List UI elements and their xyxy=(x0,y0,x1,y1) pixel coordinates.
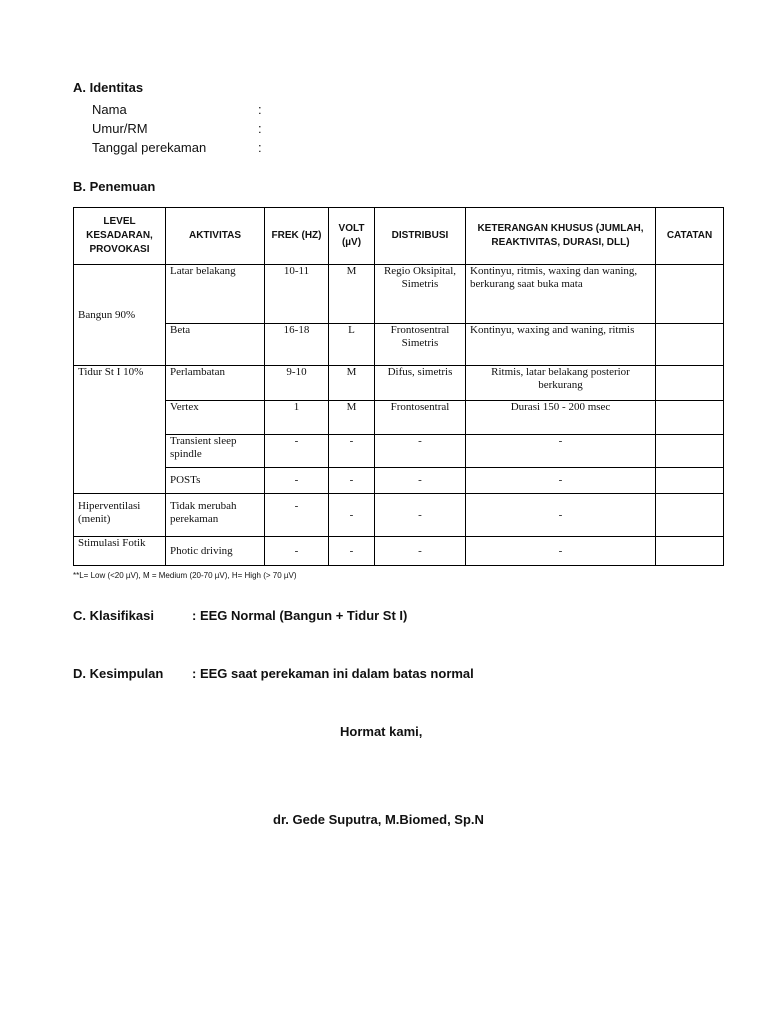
table-row xyxy=(74,265,724,324)
cell-catatan xyxy=(656,366,724,401)
section-b-heading: B. Penemuan xyxy=(73,179,156,194)
cell-catatan xyxy=(656,435,724,468)
cell-aktivitas: POSTs xyxy=(166,468,265,494)
cell-distribusi: - xyxy=(375,435,466,468)
table-header-row xyxy=(74,208,724,265)
cell-catatan xyxy=(656,401,724,435)
cell-distribusi: Frontosentral xyxy=(375,401,466,435)
signatory-name: dr. Gede Suputra, M.Biomed, Sp.N xyxy=(273,812,484,827)
cell-aktivitas: Latar belakang xyxy=(166,265,265,324)
cell-volt: M xyxy=(329,366,375,401)
cell-keterangan: - xyxy=(466,435,656,468)
table-row xyxy=(74,494,724,537)
cell-aktivitas: Perlambatan xyxy=(166,366,265,401)
cell-aktivitas: Photic driving xyxy=(166,537,265,566)
cell-frek: 16-18 xyxy=(265,324,329,366)
cell-keterangan: Kontinyu, waxing and waning, ritmis xyxy=(466,324,656,366)
table-row xyxy=(74,324,724,366)
cell-catatan xyxy=(656,537,724,566)
tanggal-perekaman-colon: : xyxy=(258,140,262,155)
group-hiperventilasi: Hiperventilasi (menit) xyxy=(74,494,166,537)
cell-volt: L xyxy=(329,324,375,366)
group-bangun: Bangun 90% xyxy=(74,265,166,366)
cell-volt: M xyxy=(329,265,375,324)
table-row xyxy=(74,468,724,494)
cell-frek: 1 xyxy=(265,401,329,435)
cell-volt: - xyxy=(329,468,375,494)
tanggal-perekaman-label: Tanggal perekaman xyxy=(92,140,207,155)
section-a-heading: A. Identitas xyxy=(73,80,144,95)
cell-frek: - xyxy=(265,494,329,537)
section-c-label: C. Klasifikasi xyxy=(73,608,154,623)
cell-keterangan: - xyxy=(466,494,656,537)
header-keterangan: KETERANGAN KHUSUS (JUMLAH, REAKTIVITAS, DURASI, DLL) xyxy=(466,208,656,265)
group-stimulasi: Stimulasi Fotik xyxy=(74,537,166,566)
cell-catatan xyxy=(656,324,724,366)
cell-frek: 10-11 xyxy=(265,265,329,324)
cell-distribusi: Frontosentral Simetris xyxy=(375,324,466,366)
cell-volt: M xyxy=(329,401,375,435)
header-frek: FREK (HZ) xyxy=(265,208,329,265)
cell-distribusi: Regio Oksipital, Simetris xyxy=(375,265,466,324)
closing-text: Hormat kami, xyxy=(340,724,423,739)
cell-catatan xyxy=(656,265,724,324)
cell-frek: - xyxy=(265,537,329,566)
table-footnote: **L= Low (<20 µV), M = Medium (20-70 µV), H= High (> 70 µV) xyxy=(73,571,297,580)
header-aktivitas: AKTIVITAS xyxy=(166,208,265,265)
header-catatan: CATATAN xyxy=(656,208,724,265)
cell-keterangan: Kontinyu, ritmis, waxing dan waning, berkurang saat buka mata xyxy=(466,265,656,324)
cell-distribusi: - xyxy=(375,537,466,566)
cell-keterangan: - xyxy=(466,468,656,494)
table-row xyxy=(74,435,724,468)
header-volt: VOLT (µV) xyxy=(329,208,375,265)
section-d-label: D. Kesimpulan xyxy=(73,666,164,681)
cell-frek: - xyxy=(265,468,329,494)
cell-aktivitas: Vertex xyxy=(166,401,265,435)
cell-keterangan: Durasi 150 - 200 msec xyxy=(466,401,656,435)
group-tidur: Tidur St I 10% xyxy=(74,366,166,494)
cell-catatan xyxy=(656,494,724,537)
nama-label: Nama xyxy=(92,102,127,117)
nama-colon: : xyxy=(258,102,262,117)
cell-volt: - xyxy=(329,435,375,468)
header-level: LEVEL KESADARAN, PROVOKASI xyxy=(74,208,166,265)
eeg-findings-table xyxy=(73,207,724,566)
cell-keterangan: - xyxy=(466,537,656,566)
cell-volt: - xyxy=(329,494,375,537)
table-row xyxy=(74,366,724,401)
cell-distribusi: - xyxy=(375,468,466,494)
cell-frek: - xyxy=(265,435,329,468)
cell-distribusi: Difus, simetris xyxy=(375,366,466,401)
table-row xyxy=(74,401,724,435)
cell-catatan xyxy=(656,468,724,494)
section-d-value: : EEG saat perekaman ini dalam batas normal xyxy=(192,666,474,681)
cell-keterangan: Ritmis, latar belakang posterior berkurang xyxy=(466,366,656,401)
section-c-value: : EEG Normal (Bangun + Tidur St I) xyxy=(192,608,408,623)
umur-rm-colon: : xyxy=(258,121,262,136)
header-distribusi: DISTRIBUSI xyxy=(375,208,466,265)
cell-frek: 9-10 xyxy=(265,366,329,401)
cell-volt: - xyxy=(329,537,375,566)
table-row xyxy=(74,537,724,566)
cell-aktivitas: Tidak merubah perekaman xyxy=(166,494,265,537)
umur-rm-label: Umur/RM xyxy=(92,121,148,136)
cell-distribusi: - xyxy=(375,494,466,537)
cell-aktivitas: Beta xyxy=(166,324,265,366)
cell-aktivitas: Transient sleep spindle xyxy=(166,435,265,468)
